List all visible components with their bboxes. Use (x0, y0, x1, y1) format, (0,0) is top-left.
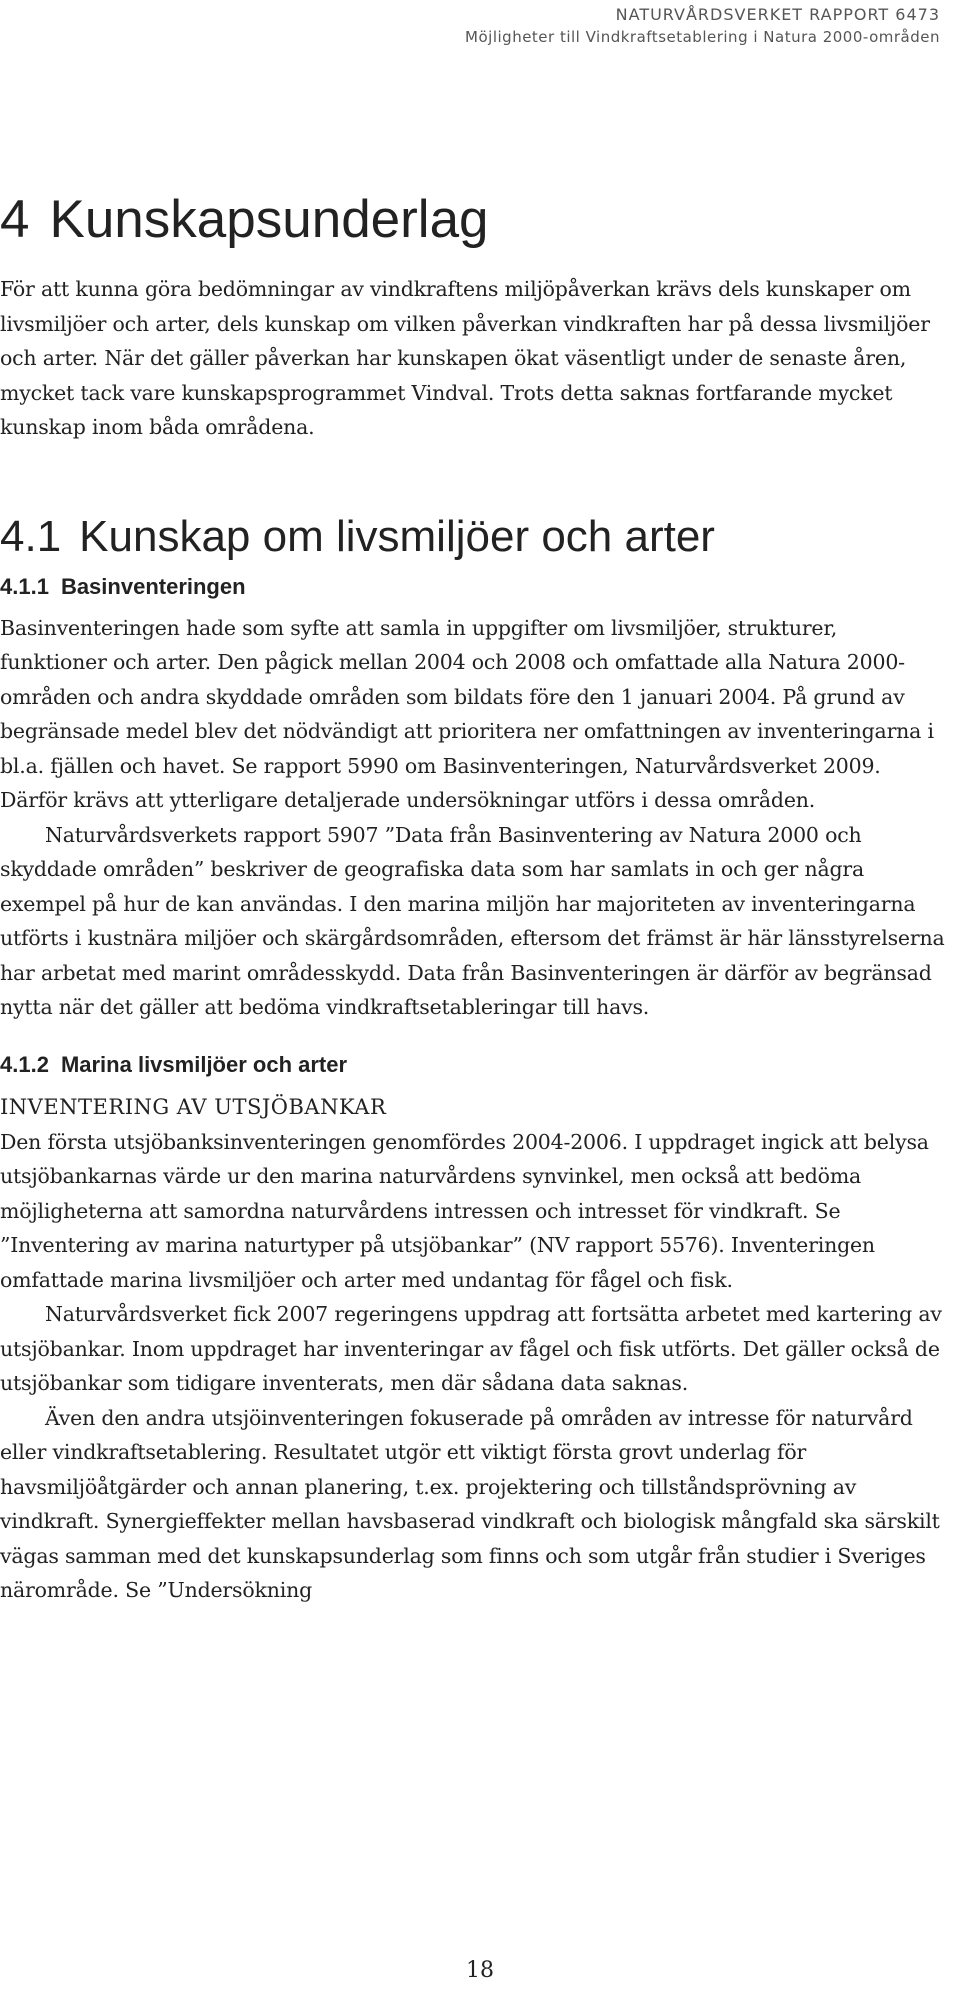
section-4-1-2-heading (0, 1047, 950, 1083)
body-paragraph: Naturvårdsverket fick 2007 regeringens uppdrag att fortsätta arbetet med kartering av utsjöbankar. Inom uppdraget har inventeringar av fågel och fisk utförts. Det gäller också de utsjöbankar som tidigare inventerats, men där sådana data saknas. (0, 1302, 942, 1395)
report-title: NATURVÅRDSVERKET RAPPORT 6473 (615, 5, 940, 24)
body-paragraph: Basinventeringen hade som syfte att samla in uppgifter om livsmiljöer, strukturer, funktioner och arter. Den pågick mellan 2004 och 2008 och omfattade alla Natura 2000-områden och andra skyddade områden som bildats före den 1 januari 2004. På grund av begränsade medel blev det nödvändigt att prioritera ner omfattningen av inventeringarna i bl.a. fjällen och havet. Se rapport 5990 om Basinventeringen, Naturvårdsverket 2009. Därför krävs att ytterligare detaljerade undersökningar utförs i dessa områden. (0, 615, 934, 812)
page-number: 18 (466, 1958, 494, 1983)
chapter-heading (0, 180, 950, 260)
subsection-heading: INVENTERING AV UTSJÖBANKAR (0, 1094, 387, 1119)
section-4-1-2-number: 4.1.2 (0, 1051, 49, 1077)
body-paragraph: Även den andra utsjöinventeringen fokuserade på områden av intresse för naturvård eller vindkraftsetablering. Resultatet utgör ett viktigt första grovt underlag för havsmiljöåtgärder och annan planering, t.ex. projektering och tillståndsprövning av vindkraft. Synergieffekter mellan havsbaserad vindkraft och biologisk mångfald ska särskilt vägas samman med det kunskapsunderlag som finns och som utgår från studier i Sveriges närområde. Se ”Undersökning (0, 1405, 940, 1602)
chapter-title: Kunskapsunderlag (49, 190, 489, 249)
section-4-1-title: Kunskap om livsmiljöer och arter (79, 511, 715, 561)
section-4-1-1-heading (0, 569, 950, 605)
body-paragraph: Naturvårdsverkets rapport 5907 ”Data från Basinventering av Natura 2000 och skyddade områden” beskriver de geografiska data som har samlats in och ger några exempel på hur de kan användas. I den marina miljön har majoriteten av inventeringarna utförts i kustnära miljöer och skärgårdsområden, eftersom det främst är här länsstyrelserna har arbetat med marint områdesskydd. Data från Basinventeringen är därför av begränsad nytta när det gäller att bedöma vindkraftsetableringar till havs. (0, 822, 945, 1019)
intro-paragraph: För att kunna göra bedömningar av vindkraftens miljöpåverkan krävs dels kunskaper om livsmiljöer och arter, dels kunskap om vilken påverkan vindkraften har på dessa livsmiljöer och arter. När det gäller påverkan har kunskapen ökat väsentligt under de senaste åren, mycket tack vare kunskapsprogrammet Vindval. Trots detta saknas fortfarande mycket kunskap inom båda områdena. (0, 277, 930, 439)
running-header (465, 4, 940, 48)
section-4-1-number: 4.1 (0, 511, 62, 561)
report-subtitle: Möjligheter till Vindkraftsetablering i Natura 2000-områden (465, 28, 940, 46)
section-4-1-2-title: Marina livsmiljöer och arter (60, 1051, 348, 1077)
section-4-1-1-number: 4.1.1 (0, 573, 49, 599)
body-paragraph: Den första utsjöbanksinventeringen genomfördes 2004-2006. I uppdraget ingick att belysa utsjöbankarnas värde ur den marina naturvårdens synvinkel, men också att bedöma möjligheterna att samordna naturvårdens intressen och intresset för vindkraft. Se ”Inventering av marina naturtyper på utsjöbankar” (NV rapport 5576). Inventeringen omfattade marina livsmiljöer och arter med undantag för fågel och fisk. (0, 1129, 929, 1292)
section-4-1-heading (0, 507, 950, 567)
page-body (0, 180, 950, 1608)
section-4-1-1-title: Basinventeringen (60, 573, 246, 599)
chapter-number: 4 (0, 190, 30, 249)
